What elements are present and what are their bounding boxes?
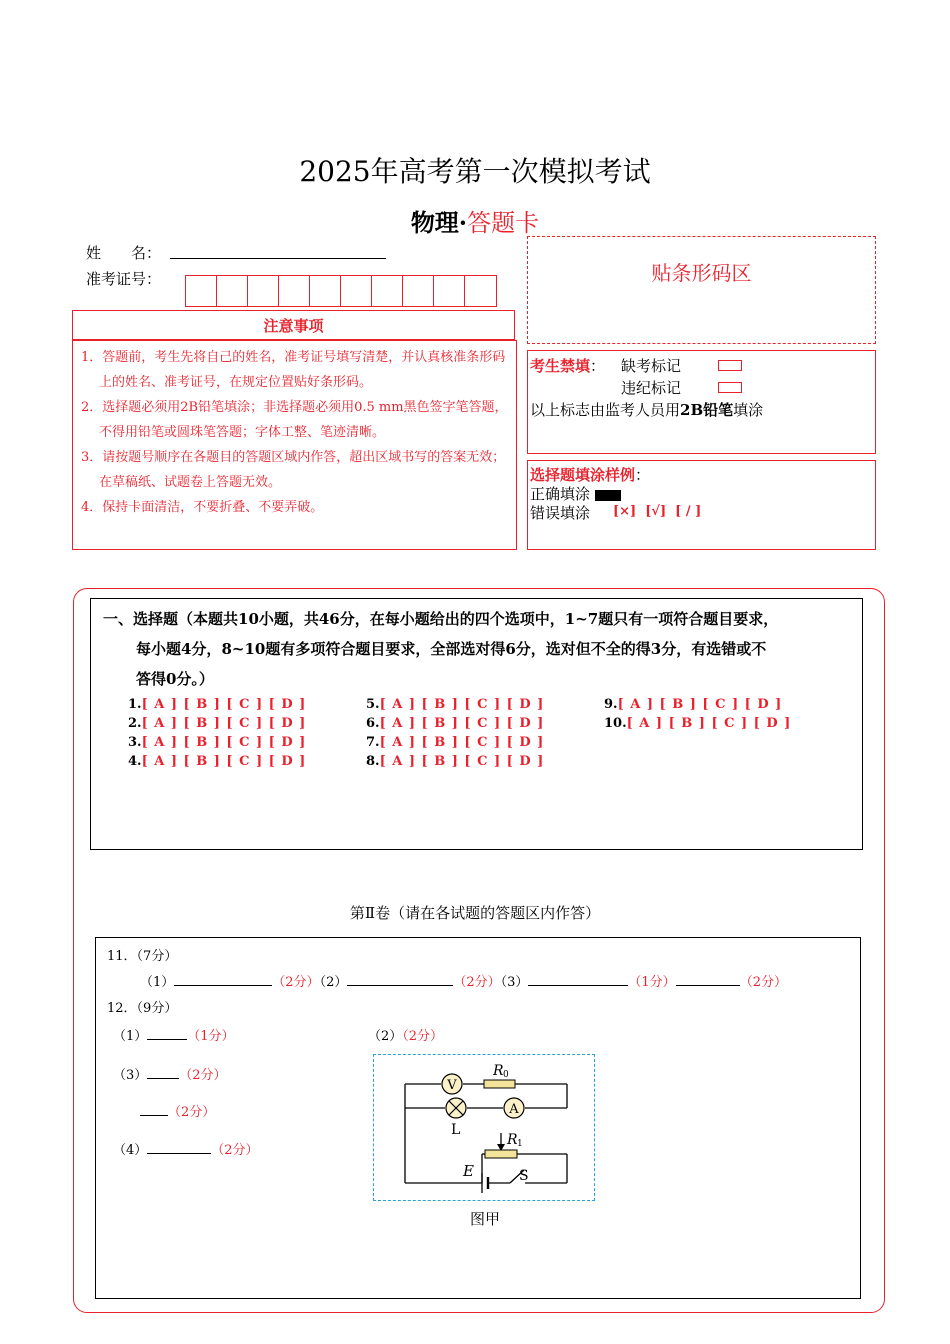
answer-card-label: 答题卡	[467, 209, 540, 237]
switch-label: S	[519, 1168, 529, 1184]
r0-subscript: 0	[503, 1070, 509, 1080]
mc-question-6[interactable]: 6.[ A ] [ B ] [ C ] [ D ]	[366, 716, 545, 731]
correct-fill-label: 正确填涂	[530, 485, 591, 503]
fill-sample-title: 选择题填涂样例	[530, 466, 636, 484]
q12-blank-3a[interactable]	[147, 1065, 179, 1079]
figure-caption: 图甲	[469, 1210, 500, 1228]
mc-question-8[interactable]: 8.[ A ] [ B ] [ C ] [ D ]	[366, 754, 545, 769]
id-digit-box[interactable]	[248, 276, 279, 306]
mc-instructions: 一、选择题（本题共10小题，共46分，在每小题给出的四个选项中，1~7题只有一项符合题目要求， 每小题4分，8~10题有多项符合题目要求，全部选对得6分，选对但不全的得3分，有选错或不 答得0分。）	[103, 610, 779, 688]
mc-question-7[interactable]: 7.[ A ] [ B ] [ C ] [ D ]	[366, 735, 545, 750]
barcode-label: 贴条形码区	[651, 261, 752, 285]
exam-id-label: 准考证号：	[86, 270, 162, 288]
examiner-only-title: 考生禁填	[530, 357, 591, 375]
q12-part-3b: （2分）	[140, 1101, 215, 1120]
r1-subscript: 1	[517, 1139, 523, 1149]
id-digit-box[interactable]	[217, 276, 248, 306]
mc-question-4[interactable]: 4.[ A ] [ B ] [ C ] [ D ]	[128, 754, 307, 769]
q11-heading: 11．（7分）	[107, 949, 178, 964]
voltmeter-label: V	[447, 1078, 457, 1093]
q12-part-2: （2）（2分）	[368, 1029, 444, 1044]
q12-blank-4[interactable]	[147, 1140, 211, 1154]
q11-blank-4[interactable]	[676, 972, 740, 986]
absent-mark-box[interactable]	[718, 360, 742, 371]
notice-heading: 注意事项	[72, 310, 515, 340]
id-digit-box[interactable]	[341, 276, 372, 306]
q11-blank-3[interactable]	[528, 972, 628, 986]
q12-part-1: （1） （1分）	[113, 1025, 235, 1044]
violation-mark-box[interactable]	[718, 382, 742, 393]
exam-subtitle	[0, 203, 950, 238]
barcode-area	[527, 236, 876, 344]
id-digit-box[interactable]	[372, 276, 403, 306]
exam-title: 2025年高考第一次模拟考试	[299, 155, 651, 188]
notice-item: 4．保持卡面清洁，不要折叠、不要弄破。	[81, 500, 324, 515]
wrong-fill-samples: [×] [√] [ / ]	[613, 504, 702, 519]
r1-label: R	[507, 1132, 518, 1148]
q12-blank-3b[interactable]	[140, 1102, 168, 1116]
examiner-only-box	[527, 350, 876, 454]
mc-question-5[interactable]: 5.[ A ] [ B ] [ C ] [ D ]	[366, 697, 545, 712]
notice-item: 1．答题前，考生先将自己的姓名，准考证号填写清楚，并认真核准条形码上的姓名、准考证号，在规定位置贴好条形码。	[81, 350, 506, 390]
id-digit-box[interactable]	[279, 276, 310, 306]
id-digit-box[interactable]	[434, 276, 465, 306]
subject-label: 物理·	[410, 208, 468, 237]
circuit-figure-frame	[373, 1054, 595, 1201]
q11-blank-1[interactable]	[174, 972, 272, 986]
rheostat-r1	[485, 1150, 517, 1158]
q12-part-4: （4） （2分）	[113, 1139, 259, 1158]
mc-question-3[interactable]: 3.[ A ] [ B ] [ C ] [ D ]	[128, 735, 307, 750]
circuit-diagram	[374, 1055, 593, 1199]
absent-mark-label: 缺考标记	[621, 357, 682, 375]
notice-box	[72, 340, 517, 550]
ammeter-label: A	[509, 1102, 519, 1117]
part-two-title: 第Ⅱ卷（请在各试题的答题区内作答）	[349, 904, 601, 922]
exam-id-boxes[interactable]	[185, 275, 497, 307]
colon: ：	[590, 357, 606, 375]
mc-question-9[interactable]: 9.[ A ] [ B ] [ C ] [ D ]	[604, 697, 783, 712]
id-digit-box[interactable]	[186, 276, 217, 306]
correct-fill-sample	[595, 490, 621, 501]
name-field[interactable]	[170, 258, 386, 259]
examiner-note: 以上标志由监考人员用2B铅笔填涂	[530, 401, 764, 419]
q12-heading: 12．（9分）	[107, 1001, 178, 1016]
notice-item: 2．选择题必须用2B铅笔填涂；非选择题必须用0.5 mm黑色签字笔答题，不得用铅笔或圆珠笔答题；字体工整、笔迹清晰。	[81, 400, 508, 440]
id-digit-box[interactable]	[310, 276, 341, 306]
q12-blank-1[interactable]	[147, 1026, 187, 1040]
mc-question-1[interactable]: 1.[ A ] [ B ] [ C ] [ D ]	[128, 697, 307, 712]
notice-item: 3．请按题号顺序在各题目的答题区域内作答，超出区域书写的答案无效；在草稿纸、试题卷上答题无效。	[81, 450, 506, 490]
fill-sample-box: 选择题填涂样例： 正确填涂 错误填涂 [×] [√] [ / ]	[527, 460, 876, 550]
mc-question-10[interactable]: 10.[ A ] [ B ] [ C ] [ D ]	[604, 716, 792, 731]
lamp-label: L	[451, 1122, 461, 1138]
id-digit-box[interactable]	[465, 276, 496, 306]
emf-label: E	[463, 1162, 474, 1180]
violation-mark-label: 违纪标记	[621, 379, 682, 397]
id-digit-box[interactable]	[403, 276, 434, 306]
q12-part-3: （3） （2分）	[113, 1064, 227, 1083]
r0-label: R	[493, 1063, 504, 1079]
wrong-fill-label: 错误填涂	[530, 504, 591, 522]
name-label: 姓 名：	[86, 244, 162, 262]
mc-question-2[interactable]: 2.[ A ] [ B ] [ C ] [ D ]	[128, 716, 307, 731]
q11-blank-2[interactable]	[347, 972, 453, 986]
q11-answers: （1） （2分）（2） （2分）（3） （1分） （2分）	[140, 971, 787, 990]
resistor-r0	[484, 1080, 515, 1088]
